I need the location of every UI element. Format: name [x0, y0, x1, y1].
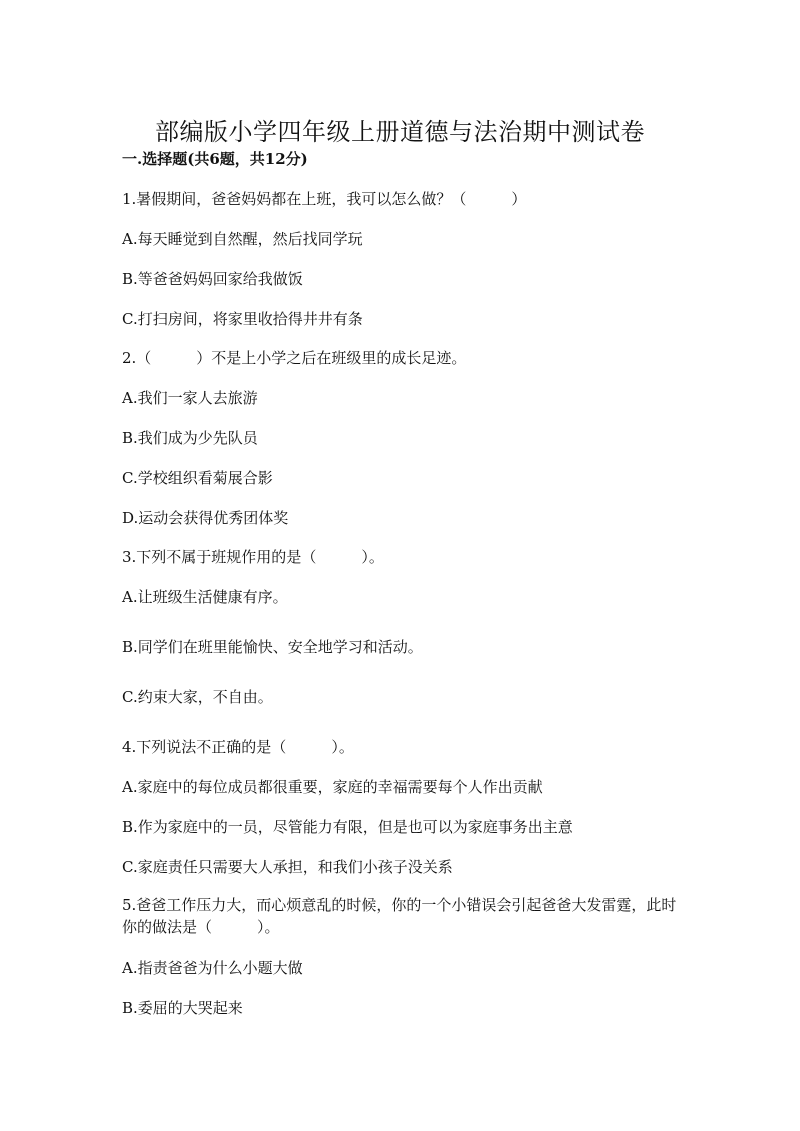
question-4-stem: 4.下列说法不正确的是（ ）。	[122, 738, 354, 756]
question-5-option-a: A.指责爸爸为什么小题大做	[122, 959, 303, 977]
question-3-option-b: B.同学们在班里能愉快、安全地学习和活动。	[122, 638, 423, 656]
question-4-option-b: B.作为家庭中的一员，尽管能力有限，但是也可以为家庭事务出主意	[122, 818, 573, 836]
question-1-option-a: A.每天睡觉到自然醒，然后找同学玩	[122, 230, 363, 248]
question-1-stem: 1.暑假期间，爸爸妈妈都在上班，我可以怎么做？（ ）	[122, 190, 527, 208]
question-2-option-b: B.我们成为少先队员	[122, 429, 258, 447]
question-5-option-b: B.委屈的大哭起来	[122, 999, 243, 1017]
question-4-option-a: A.家庭中的每位成员都很重要，家庭的幸福需要每个人作出贡献	[122, 778, 543, 796]
question-1-option-b: B.等爸爸妈妈回家给我做饭	[122, 270, 303, 288]
question-2-option-c: C.学校组织看菊展合影	[122, 469, 273, 487]
question-3-option-a: A.让班级生活健康有序。	[122, 588, 288, 606]
page-title: 部编版小学四年级上册道德与法治期中测试卷	[155, 118, 645, 147]
question-1-option-c: C.打扫房间，将家里收拾得井井有条	[122, 310, 363, 328]
question-3-option-c: C.约束大家，不自由。	[122, 688, 273, 706]
question-2-option-a: A.我们一家人去旅游	[122, 389, 258, 407]
section-heading: 一.选择题(共6题，共12分)	[122, 150, 308, 168]
question-2-option-d: D.运动会获得优秀团体奖	[122, 509, 289, 527]
question-3-stem: 3.下列不属于班规作用的是（ ）。	[122, 548, 384, 566]
question-2-stem: 2.（ ）不是上小学之后在班级里的成长足迹。	[122, 349, 467, 367]
question-4-option-c: C.家庭责任只需要大人承担，和我们小孩子没关系	[122, 858, 453, 876]
question-5-stem: 5.爸爸工作压力大，而心烦意乱的时候，你的一个小错误会引起爸爸大发雷霆，此时你的做法是（ ）。	[122, 896, 677, 936]
